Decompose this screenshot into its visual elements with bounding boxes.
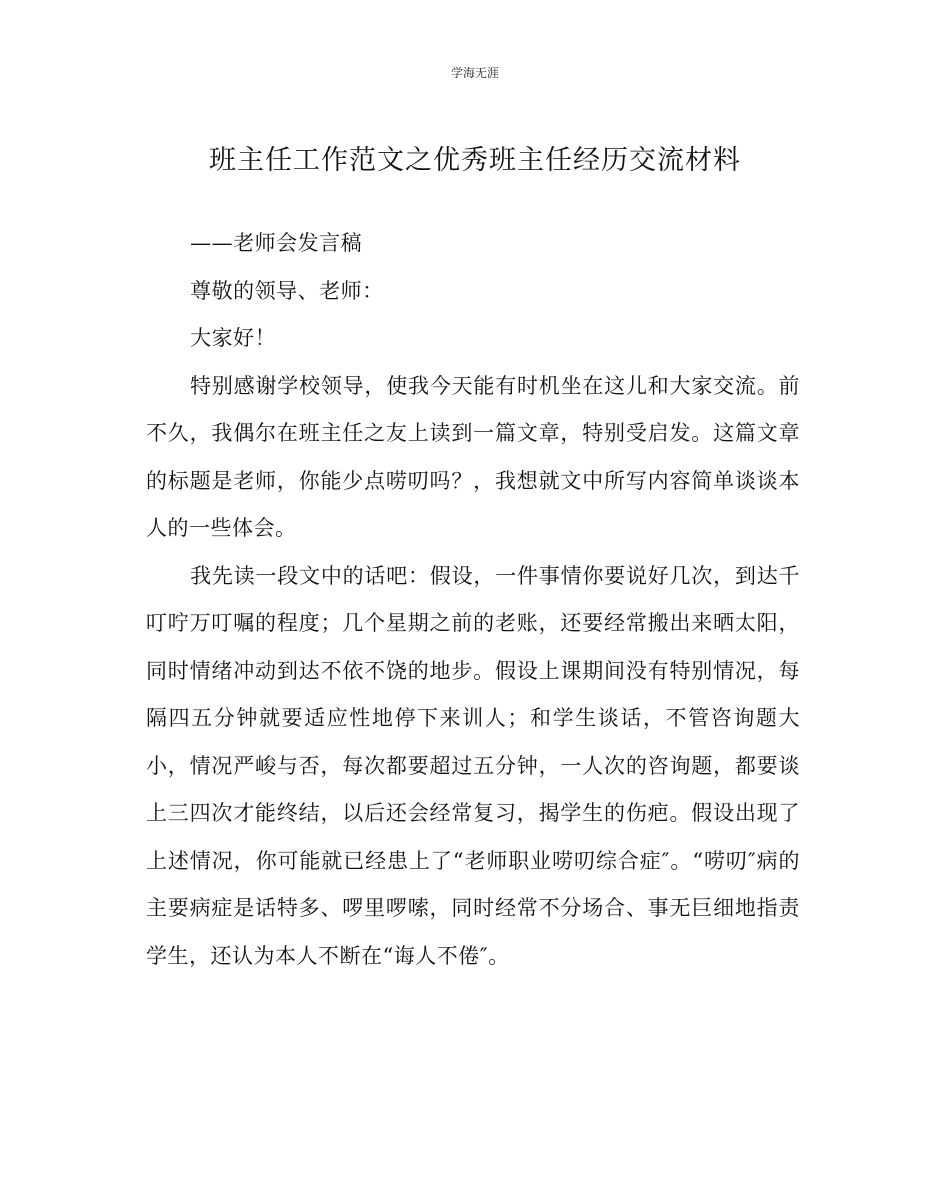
body-paragraph: 我先读一段文中的话吧：假设，一件事情你要说好几次，到达千叮咛万叮嘱的程度；几个星期之前的老账，还要经常搬出来晒太阳，同时情绪冲动到达不依不饶的地步。假设上课期间没有特别情况，每隔四五分钟就要适应性地停下来训人；和学生谈话，不管咨询题大小，情况严峻与否，每次都要超过五分钟，一人次的咨询题，都要谈上三四次才能终结，以后还会经常复习，揭学生的伤疤。假设出现了上述情况，你可能就已经患上了“老师职业唠叨综合症″。“唠叨″病的主要病症是话特多、啰里啰嗦，同时经常不分场合、事无巨细地指责学生，还认为本人不断在“诲人不倦″。 [146,563,800,968]
salutation-paragraph: 尊敬的领导、老师： [190,278,384,303]
body-paragraph: 特别感谢学校领导，使我今天能有时机坐在这儿和大家交流。前不久，我偶尔在班主任之友上读到一篇文章，特别受启发。这篇文章的标题是老师，你能少点唠叨吗？，我想就文中所写内容简单谈谈本人的一些体会。 [146,373,800,540]
page-header: 学海无涯 [450,66,499,80]
document-body [146,220,800,980]
document-title: 班主任工作范文之优秀班主任经历交流材料 [209,145,741,176]
greeting-paragraph: 大家好！ [190,326,277,350]
subtitle-paragraph: ——老师会发言稿 [190,231,363,255]
